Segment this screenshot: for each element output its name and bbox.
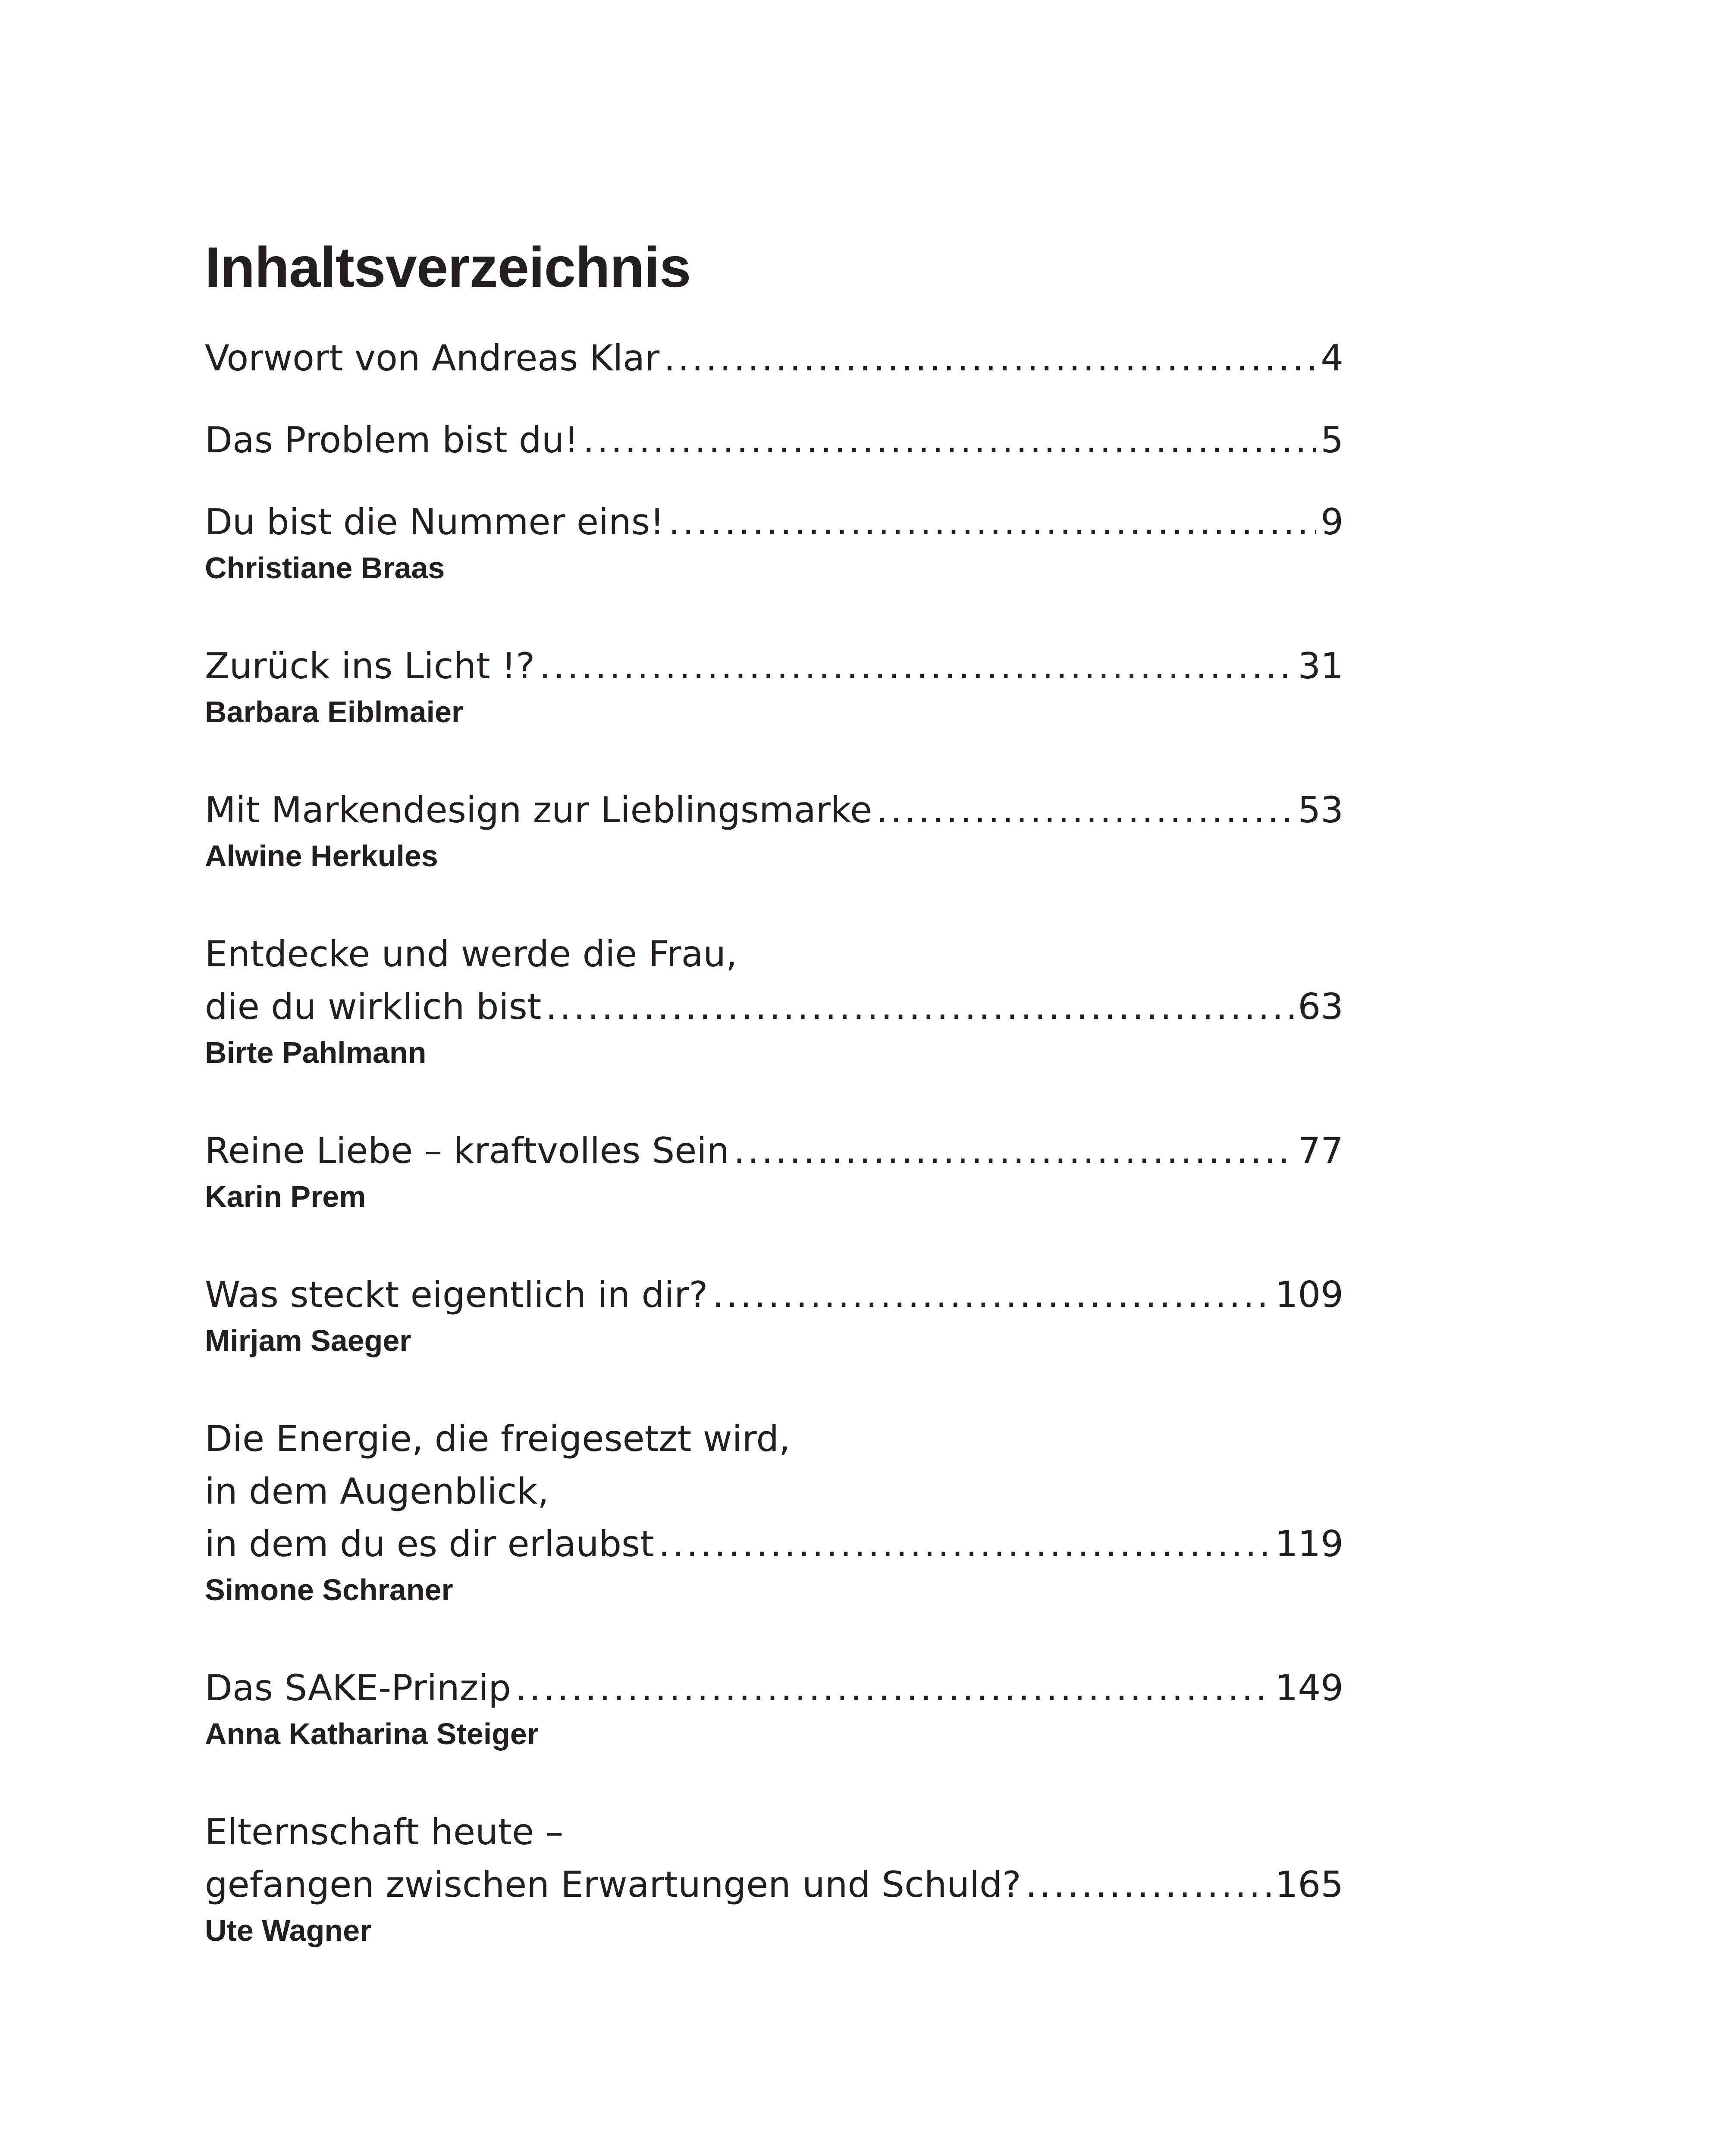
toc-entry[interactable] [205,1269,1343,1360]
toc-entry-page-number: 4 [1321,337,1343,379]
toc-entry-leader-line [205,1269,1343,1321]
toc-entry-author: Simone Schraner [205,1573,453,1607]
toc-entry-author: Alwine Herkules [205,839,438,873]
toc-entry-leader-line [205,1662,1343,1714]
toc-entry-leader-line [205,981,1343,1033]
dot-leader [664,332,1316,385]
toc-entry-author: Ute Wagner [205,1914,372,1947]
dot-leader [734,1125,1293,1177]
toc-entry-leader-line [205,332,1343,385]
toc-entry-title: Reine Liebe – kraftvolles Sein [205,1130,729,1172]
entry-spacer [205,1216,1343,1269]
toc-entry-page-number: 53 [1298,789,1343,831]
toc-entry[interactable] [205,496,1343,587]
dot-leader [546,981,1293,1033]
dot-leader [668,496,1316,548]
toc-entry-leader-line [205,1518,1343,1570]
dot-leader [876,784,1293,837]
entry-spacer [205,385,1343,414]
dot-leader [659,1518,1271,1570]
toc-entry-leader-line [205,640,1343,693]
toc-entry-author: Mirjam Saeger [205,1324,411,1357]
dot-leader [583,414,1317,467]
entry-spacer [205,587,1343,640]
toc-entry-page-number: 31 [1298,645,1343,687]
toc-entry-title: Zurück ins Licht !? [205,645,535,687]
entry-spacer [205,1609,1343,1662]
toc-entry-author: Christiane Braas [205,551,445,585]
dot-leader [712,1269,1271,1321]
toc-entry[interactable] [205,414,1343,467]
toc-entry[interactable] [205,1125,1343,1216]
toc-entry-page-number: 63 [1298,986,1343,1028]
toc-entry-title: in dem du es dir erlaubst [205,1523,654,1565]
dot-leader [1026,1858,1271,1911]
entry-spacer [205,875,1343,928]
toc-entry-title-line: in dem Augenblick, [205,1470,549,1512]
toc-entries [205,332,1343,1950]
toc-entry-title: Du bist die Nummer eins! [205,501,665,543]
toc-entry-page-number: 9 [1321,501,1343,543]
toc-entry[interactable] [205,1806,1343,1950]
entry-spacer [205,731,1343,784]
toc-entry-page-number: 5 [1321,419,1343,461]
toc-entry-title: Vorwort von Andreas Klar [205,337,660,379]
toc-entry-title: Was steckt eigentlich in dir? [205,1274,708,1316]
toc-entry[interactable] [205,640,1343,731]
toc-entry-leader-line [205,496,1343,548]
dot-leader [539,640,1293,693]
toc-entry-author: Anna Katharina Steiger [205,1717,539,1751]
entry-spacer [205,467,1343,496]
page-title: Inhaltsverzeichnis [205,235,691,299]
toc-entry-author: Karin Prem [205,1180,366,1213]
toc-entry-page-number: 109 [1275,1274,1343,1316]
toc-entry-page-number: 149 [1275,1667,1343,1709]
toc-entry-page-number: 119 [1275,1523,1343,1565]
toc-entry-author: Birte Pahlmann [205,1036,427,1069]
toc-entry-leader-line [205,1858,1343,1911]
entry-spacer [205,1072,1343,1125]
toc-entry-title: Das Problem bist du! [205,419,579,461]
toc-entry-leader-line [205,414,1343,467]
entry-spacer [205,1753,1343,1806]
toc-entry-page-number: 77 [1298,1130,1343,1172]
toc-entry[interactable] [205,332,1343,385]
toc-entry-title: Mit Markendesign zur Lieblingsmarke [205,789,872,831]
table-of-contents [205,224,1343,1950]
toc-entry-title: Das SAKE-Prinzip [205,1667,511,1709]
toc-entry[interactable] [205,928,1343,1072]
toc-entry-leader-line [205,1125,1343,1177]
toc-entry-title-line: Entdecke und werde die Frau, [205,933,737,975]
toc-entry[interactable] [205,1662,1343,1753]
toc-entry-title: gefangen zwischen Erwartungen und Schuld? [205,1864,1021,1905]
toc-entry[interactable] [205,784,1343,875]
toc-entry[interactable] [205,1413,1343,1609]
toc-entry-title: die du wirklich bist [205,986,542,1028]
toc-entry-title-line: Elternschaft heute – [205,1811,564,1853]
toc-entry-leader-line [205,784,1343,837]
toc-entry-author: Barbara Eiblmaier [205,695,464,729]
toc-entry-page-number: 165 [1275,1864,1343,1905]
entry-spacer [205,1360,1343,1413]
toc-entry-title-line: Die Energie, die freigesetzt wird, [205,1418,791,1460]
dot-leader [515,1662,1271,1714]
